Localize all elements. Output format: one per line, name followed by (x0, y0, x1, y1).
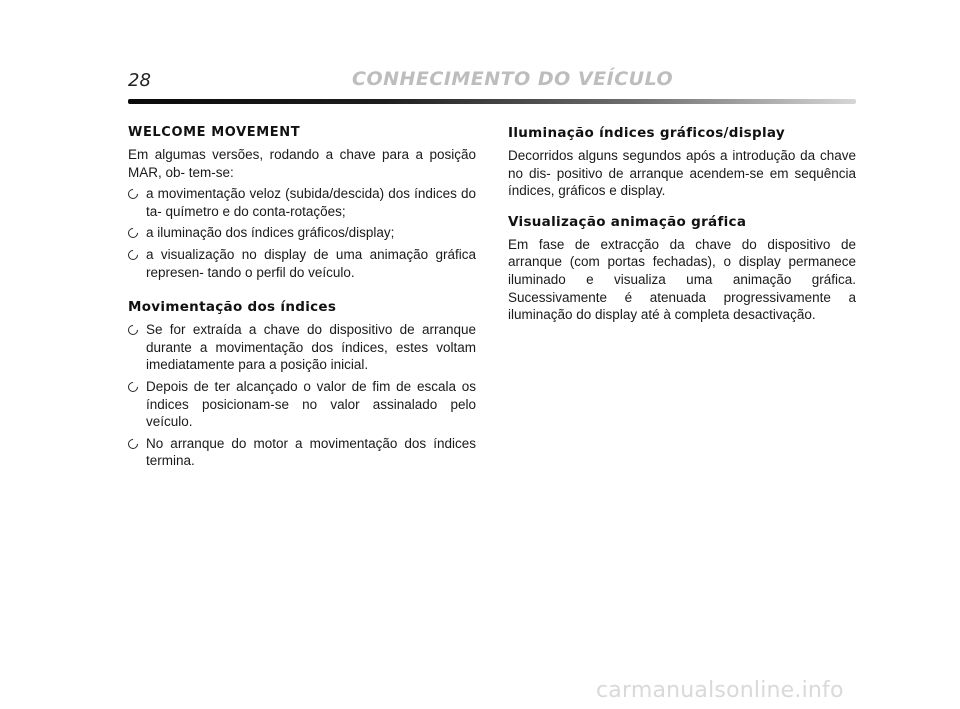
list-item-text: a visualização no display de uma animação gráfica represen- tando o perfil do veículo. (146, 246, 476, 280)
section-heading-iluminacao: Iluminação índices gráficos/display (508, 125, 785, 141)
list-item (128, 321, 476, 374)
bullet-icon (126, 187, 140, 201)
list-item (128, 378, 476, 431)
list-item-text: No arranque do motor a movimentação dos índices termina. (146, 435, 476, 469)
list-item (128, 224, 476, 242)
watermark-text: carmanualsonline.info (596, 678, 844, 703)
list-item (128, 435, 476, 470)
movimentacao-bullet-list (128, 321, 476, 470)
list-item-text: a movimentação veloz (subida/descida) dos índices do ta- químetro e do conta-rotações; (146, 186, 476, 219)
bullet-icon (126, 226, 140, 240)
list-item-text: a iluminação dos índices gráficos/display; (146, 225, 395, 241)
section-heading-visualizacao: Visualização animação gráfica (508, 213, 747, 230)
list-item (128, 185, 476, 220)
bullet-icon (126, 248, 140, 262)
section-heading-welcome-movement: WELCOME MOVEMENT (128, 125, 301, 140)
running-header-title: CONHECIMENTO DO VEÍCULO (352, 68, 674, 90)
visualizacao-paragraph: Em fase de extracção da chave do dispositivo de arranque (com portas fechadas), o display permanece iluminado e visualiza uma animação gráfica. Sucessivamente é atenuada progressivamente a iluminação do display até à completa desactivação. (508, 236, 856, 323)
right-column (508, 125, 856, 324)
list-item-text: Depois de ter alcançado o valor de fim de escala os índices posicionam-se no valor assinalado pelo veículo. (146, 378, 476, 430)
bullet-icon (126, 380, 140, 394)
section-heading-movimentacao: Movimentação dos índices (128, 299, 337, 316)
welcome-intro-paragraph: Em algumas versões, rodando a chave para a posição MAR, ob- tem-se: (128, 147, 476, 180)
page-number: 28 (128, 70, 151, 91)
header-rule (128, 99, 856, 104)
bullet-icon (126, 323, 140, 337)
iluminacao-paragraph: Decorridos alguns segundos após a introdução da chave no dis- positivo de arranque acendem-se em sequência índices, gráficos e display. (508, 148, 856, 199)
welcome-bullet-list (128, 185, 476, 281)
list-item (128, 246, 476, 281)
list-item-text: Se for extraída a chave do dispositivo de arranque durante a movimentação dos índices, estes voltam imediatamente para a posição inicial. (146, 322, 476, 373)
bullet-icon (126, 437, 140, 451)
left-column (128, 125, 476, 474)
